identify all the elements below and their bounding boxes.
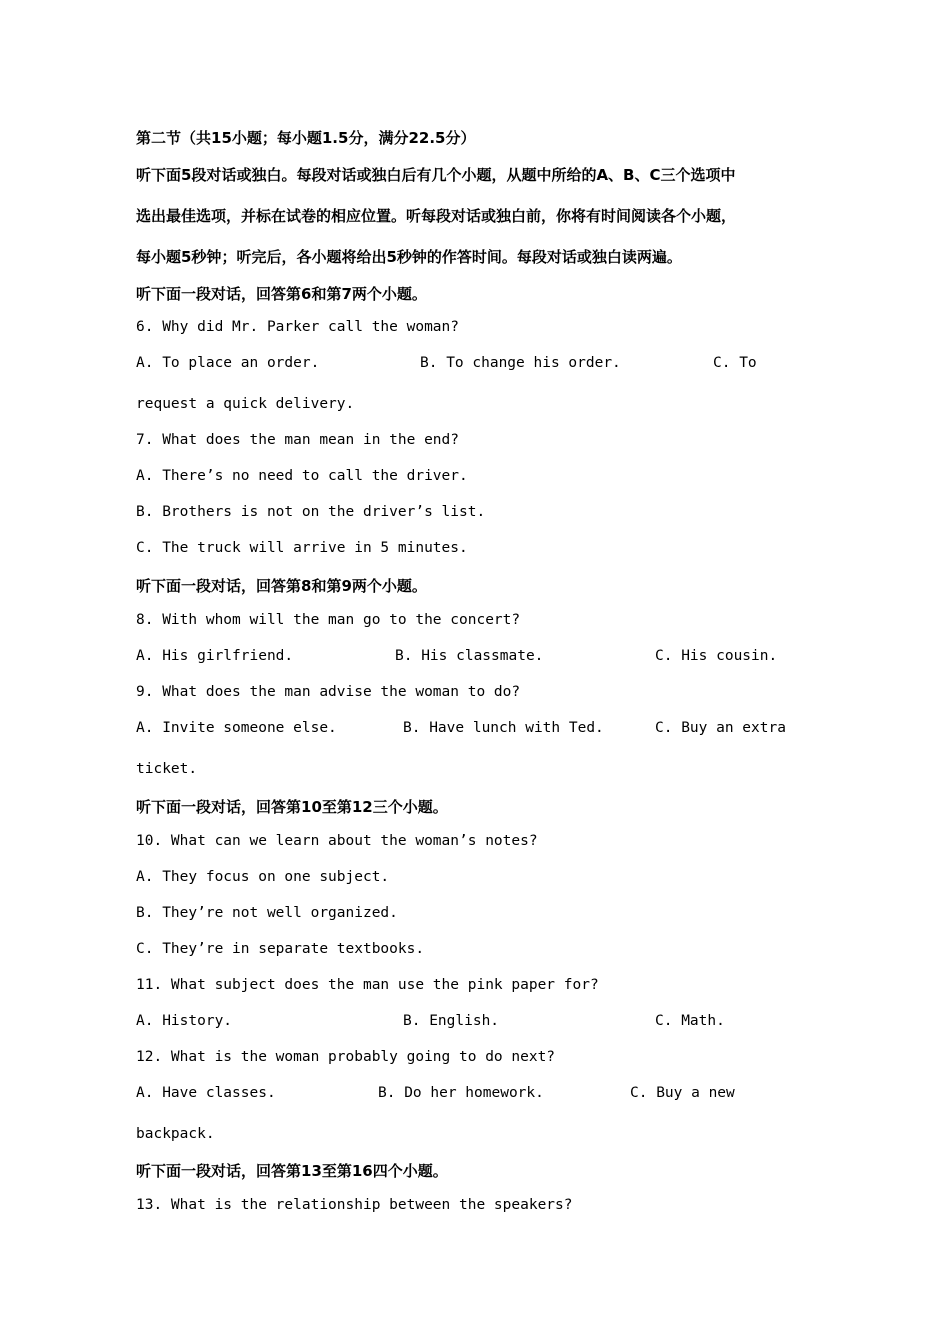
dialog-heading-3: 听下面一段对话，回答第10至第12三个小题。 bbox=[136, 798, 448, 816]
question-11: 11. What subject does the man use the pink paper for? bbox=[136, 977, 599, 993]
q7-option-a: A. There’s no need to call the driver. bbox=[136, 468, 468, 484]
q12-option-c-continued: backpack. bbox=[136, 1126, 215, 1142]
q8-option-a: A. His girlfriend. bbox=[136, 648, 294, 664]
question-10: 10. What can we learn about the woman’s notes? bbox=[136, 833, 538, 849]
q8-option-c: C. His cousin. bbox=[655, 648, 778, 664]
q9-option-b: B. Have lunch with Ted. bbox=[403, 720, 604, 736]
q9-option-a: A. Invite someone else. bbox=[136, 720, 337, 736]
q6-option-c-continued: request a quick delivery. bbox=[136, 396, 355, 412]
question-6: 6. Why did Mr. Parker call the woman? bbox=[136, 319, 460, 335]
q7-option-b: B. Brothers is not on the driver’s list. bbox=[136, 504, 486, 520]
dialog-heading-2: 听下面一段对话，回答第8和第9两个小题。 bbox=[136, 577, 427, 595]
q10-option-c: C. They’re in separate textbooks. bbox=[136, 941, 425, 957]
q12-option-b: B. Do her homework. bbox=[378, 1085, 544, 1101]
section-header: 第二节（共15小题；每小题1.5分，满分22.5分） bbox=[136, 129, 476, 147]
instructions-line-2: 选出最佳选项，并标在试卷的相应位置。听每段对话或独白前，你将有时间阅读各个小题， bbox=[136, 207, 737, 225]
instructions-line-1: 听下面5段对话或独白。每段对话或独白后有几个小题，从题中所给的A、B、C三个选项中 bbox=[136, 166, 736, 184]
q6-option-c: C. To bbox=[713, 355, 757, 371]
question-13: 13. What is the relationship between the speakers? bbox=[136, 1197, 573, 1213]
instructions-line-3: 每小题5秒钟；听完后，各小题将给出5秒钟的作答时间。每段对话或独白读两遍。 bbox=[136, 248, 682, 266]
dialog-heading-1: 听下面一段对话，回答第6和第7两个小题。 bbox=[136, 285, 427, 303]
question-8: 8. With whom will the man go to the concert? bbox=[136, 612, 521, 628]
question-12: 12. What is the woman probably going to do next? bbox=[136, 1049, 556, 1065]
q9-option-c: C. Buy an extra bbox=[655, 720, 786, 736]
q12-option-c: C. Buy a new bbox=[630, 1085, 735, 1101]
dialog-heading-4: 听下面一段对话，回答第13至第16四个小题。 bbox=[136, 1162, 448, 1180]
q10-option-b: B. They’re not well organized. bbox=[136, 905, 398, 921]
q12-option-a: A. Have classes. bbox=[136, 1085, 276, 1101]
question-9: 9. What does the man advise the woman to do? bbox=[136, 684, 521, 700]
q11-option-b: B. English. bbox=[403, 1013, 500, 1029]
question-7: 7. What does the man mean in the end? bbox=[136, 432, 460, 448]
q8-option-b: B. His classmate. bbox=[395, 648, 544, 664]
q6-option-b: B. To change his order. bbox=[420, 355, 621, 371]
q11-option-c: C. Math. bbox=[655, 1013, 725, 1029]
q7-option-c: C. The truck will arrive in 5 minutes. bbox=[136, 540, 468, 556]
q9-option-c-continued: ticket. bbox=[136, 761, 198, 777]
q6-option-a: A. To place an order. bbox=[136, 355, 320, 371]
q10-option-a: A. They focus on one subject. bbox=[136, 869, 390, 885]
q11-option-a: A. History. bbox=[136, 1013, 233, 1029]
